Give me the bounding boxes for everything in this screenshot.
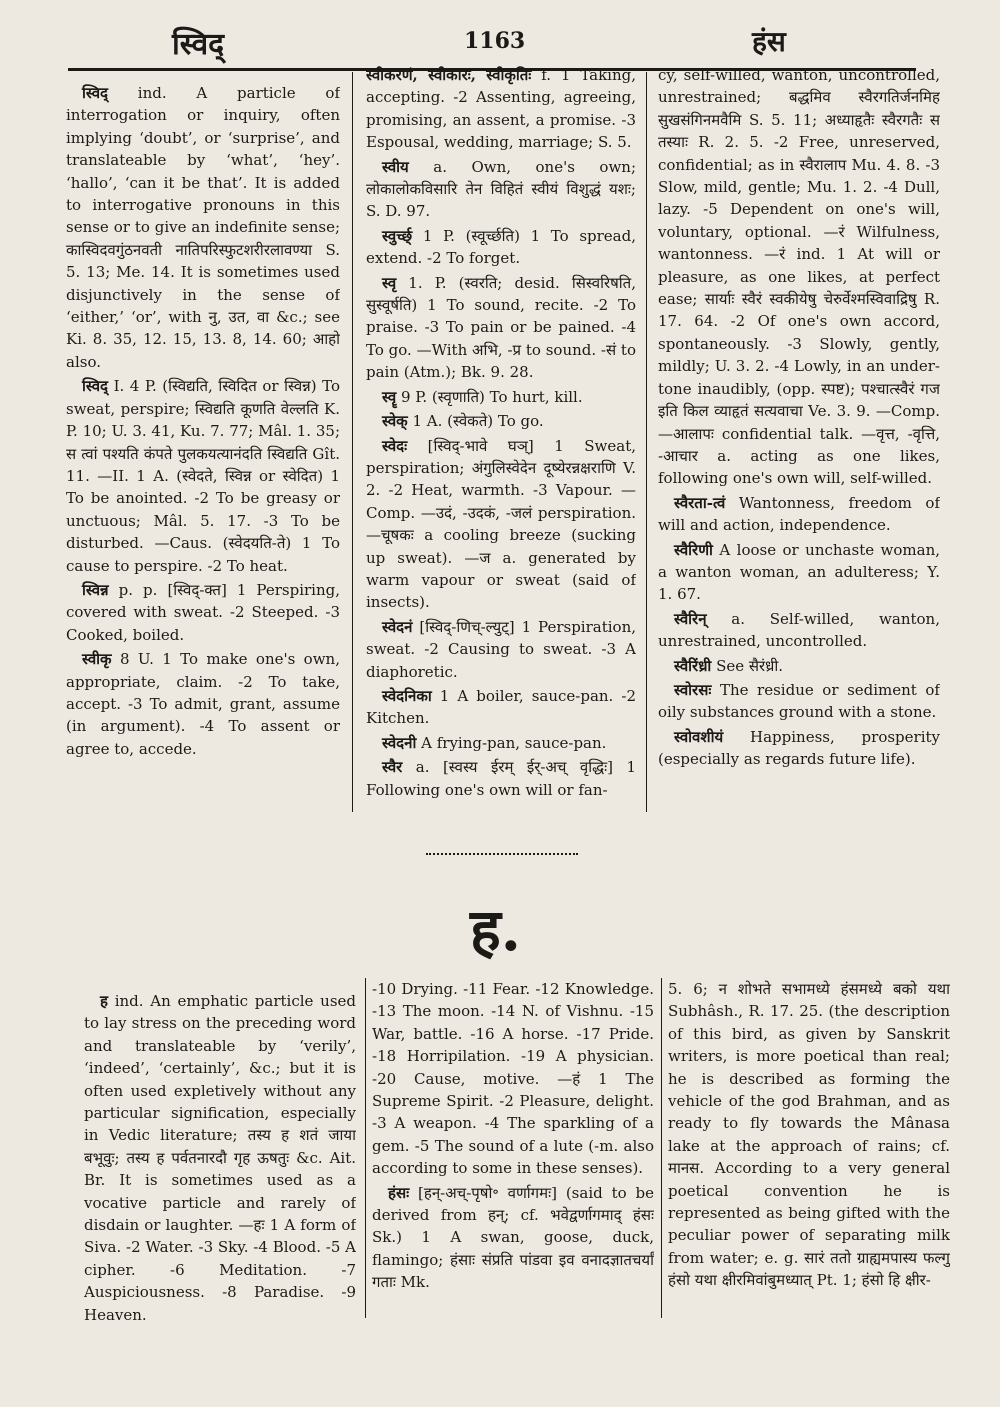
- entry-definition: [स्विद्-णिच्-ल्युट्] 1 Perspiration, sweat. -2 Causing to sweat. -3 A diaphoretic.: [366, 617, 636, 681]
- entry-headword: स्वैर: [382, 758, 403, 777]
- section-ornament: [426, 845, 578, 855]
- entry-headword: स्वोरसः: [674, 680, 712, 699]
- entry-headword: स्वैरिंध्री: [674, 656, 712, 675]
- entry-definition: f. 1 Taking, accepting. -2 Assenting, agreeing, promising, an assent, a promise. -3 Espousal, wedding, marriage; S. 5.: [366, 66, 636, 152]
- entry-definition: See सैरंध्री.: [711, 656, 784, 675]
- entry-headword: स्वीकरणं, स्वीकारः, स्वीकृतिः: [366, 66, 532, 84]
- entry-definition: 8 U. 1 To make one's own, appropriate, claim. -2 To take, accept. -3 To admit, grant, assume (in argument). -4 To assent or agree to, accede.: [66, 650, 340, 758]
- entry-definition: 9 P. (स्वृणाति) To hurt, kill.: [396, 387, 583, 406]
- dictionary-entry: [658, 608, 940, 653]
- entry-headword: स्वेदनं: [382, 617, 413, 636]
- dictionary-entry: [366, 156, 636, 223]
- entry-definition: A frying-pan, sauce-pan.: [416, 733, 607, 752]
- entry-headword: स्वेदः: [382, 436, 408, 455]
- page-number: 1163: [464, 28, 526, 54]
- entry-definition: -10 Drying. -11 Fear. -12 Knowledge. -13 The moon. -14 N. of Vishnu. -15 War, battle. -16 A horse. -17 Pride. -18 Horripilation. -19 A physician. -20 Cause, motive. —हं 1 The Supreme Spirit. -2 Pleasure, delight. -3 A weapon. -4 The sparkling of a gem. -5 The sound of a lute (-m. also according to some in these senses).: [372, 980, 654, 1178]
- dictionary-entry: [366, 756, 636, 801]
- entry-definition: Wantonness, freedom of will and action, independence.: [658, 493, 940, 535]
- entry-definition: 1 A boiler, sauce-pan. -2 Kitchen.: [366, 686, 636, 728]
- entry-definition: A loose or unchaste woman, a wanton woman, an adulteress; Y. 1. 67.: [658, 540, 940, 604]
- dictionary-entry: [658, 726, 940, 771]
- dictionary-entry: [366, 225, 636, 270]
- entry-headword: स्वोवशीयं: [674, 727, 724, 746]
- entry-definition: 1 P. (स्वूर्च्छति) 1 To spread, extend. -2 To forget.: [366, 226, 636, 268]
- entry-definition: ind. A particle of interrogation or inquiry, often implying ‘doubt’, or ‘surprise’, and translateable by ‘what’, ‘hey’. ‘hallo’, ‘can it be that’. It is added to interrogative pronouns in this sense or to give an indefinite sense; कास्विदवगुंठनवती नातिपरिस्फुटशरीरलावण्या S. 5. 13; Me. 14. It is sometimes used disjunctively in the sense of ‘either,’ ‘or’, with नु, उत, वा &c.; see Ki. 8. 35, 12. 15, 13. 8, 14. 60; आहो also.: [66, 84, 340, 371]
- entry-definition: a. [स्वस्य ईरम् ईर्-अच् वृद्धिः] 1 Following one's own will or fan-: [366, 758, 636, 799]
- dictionary-entry: [66, 82, 340, 373]
- entry-headword: ह: [100, 992, 108, 1010]
- entry-headword: स्वॄ: [382, 387, 397, 406]
- entry-definition: cy, self-willed, wanton, uncontrolled, unrestrained; बद्धमिव स्वैरगतिर्जनमिह सुखसंगिनमवैमि S. 5. 11; अध्याहृतैः स्वैरगतैः स तस्याः R. 2. 5. -2 Free, unreserved, confidential; as in स्वैरालाप Mu. 4. 8. -3 Slow, mild, gentle; Mu. 1. 2. -4 Dull, lazy. -5 Dependent on one's will, voluntary, optional. —रं Wilfulness, wantonness. —रं ind. 1 At will or pleasure, as one likes, at perfect ease; सार्याः स्वैरं स्वकीयेषु चेरुर्वेश्मस्विवाद्रिषु R. 17. 64. -2 Of one's own accord, spontaneously. -3 Slowly, gently, mildly; U. 3. 2. -4 Lowly, in an under-tone inaudibly, (opp. स्पष्ट); पश्चात्स्वैरं गज इति किल व्याहृतं सत्यवाचा Ve. 3. 9. —Comp. —आलापः confidential talk. —वृत्त, -वृत्ति, -आचार a. acting as one likes, following one's own will, self-willed.: [658, 66, 940, 488]
- column-divider: [661, 978, 662, 1318]
- top-column-3: [658, 64, 940, 816]
- dictionary-entry: [658, 64, 940, 490]
- bottom-column-2: [372, 978, 654, 1318]
- running-head-right: हंस: [752, 25, 786, 58]
- dictionary-entry: [668, 978, 950, 1292]
- column-divider: [365, 978, 366, 1318]
- entry-headword: स्वेदनिका: [382, 686, 432, 705]
- entry-definition: I. 4 P. (स्विद्यति, स्विदित or स्विन्न) To sweat, perspire; स्विद्यति कूणति वेल्लति K. P. 10; U. 3. 41, Ku. 7. 77; Mâl. 1. 35; स त्वां पश्यति कंपते पुलकयत्यानंदति स्विद्यति Gît. 11. —II. 1 A. (स्वेदते, स्विन्न or स्वेदित) 1 To be anointed. -2 To be greasy or unctuous; Mâl. 5. 17. -3 To be disturbed. —Caus. (स्वेदयति-ते) 1 To cause to perspire. -2 To heat.: [66, 377, 340, 575]
- column-divider: [352, 72, 353, 812]
- entry-definition: p. p. [स्विद्-क्त] 1 Perspiring, covered with sweat. -2 Steeped. -3 Cooked, boiled.: [66, 580, 340, 644]
- entry-definition: a. Self-willed, wanton, unrestrained, uncontrolled.: [658, 609, 940, 651]
- dictionary-entry: [366, 685, 636, 730]
- dictionary-entry: [66, 579, 340, 646]
- entry-definition: 5. 6; न शोभते सभामध्ये हंसमध्ये बको यथा Subhâsh., R. 17. 25. (the description of this bird, as given by Sanskrit writers, is more poetical than real; he is described as forming the vehicle of the god Brahman, and as ready to fly towards the Mânasa lake at the approach of rains; cf. मानस. According to a very general poetical convention he is represented as being gifted with the peculiar power of separating milk from water; e. g. सारं ततो ग्राह्यमपास्य फल्गु हंसो यथा क्षीरमिवांबुमध्यात् Pt. 1; हंसो हि क्षीर-: [668, 980, 950, 1290]
- entry-headword: स्वुर्च्छ्: [382, 226, 413, 245]
- section-letter: ह.: [470, 896, 521, 964]
- entry-headword: स्वेदनी: [382, 733, 417, 752]
- entry-definition: [स्विद्-भावे घञ्] 1 Sweat, perspiration; अंगुलिस्वेदेन दूष्येरन्नक्षराणि V. 2. -2 Heat, warmth. -3 Vapour. —Comp. —उदं, -उदकं, -जलं perspiration. —चूषकः a cooling breeze (sucking up sweat). —ज a. generated by warm vapour or sweat (said of insects).: [366, 436, 636, 612]
- bottom-column-1: [84, 988, 356, 1328]
- dictionary-entry: [366, 410, 636, 432]
- entry-definition: [हन्-अच्-पृषो॰ वर्णागमः] (said to be derived from हन्; cf. भवेद्वर्णागमाद् हंसः Sk.) 1 A swan, goose, duck, flamingo; हंसाः संप्रति पांडवा इव वनादज्ञातचर्यां गताः Mk.: [372, 1183, 654, 1292]
- dictionary-entry: [658, 655, 940, 677]
- running-head-left: स्विद्: [172, 27, 225, 62]
- entry-definition: a. Own, one's own; लोकालोकविसारि तेन विहितं स्वीयं विशुद्धं यशः; S. D. 97.: [366, 157, 636, 221]
- dictionary-entry: [366, 64, 636, 154]
- entry-headword: स्वैरता-त्वं: [674, 493, 726, 512]
- entry-definition: Happiness, prosperity (especially as regards future life).: [658, 727, 940, 769]
- entry-headword: स्वैरिन्: [674, 609, 707, 628]
- entry-definition: The residue or sediment of oily substances ground with a stone.: [658, 680, 940, 722]
- dictionary-entry: [372, 978, 654, 1180]
- entry-headword: स्वेक्: [382, 412, 408, 431]
- top-column-1: [66, 80, 340, 840]
- bottom-column-3: [668, 978, 950, 1318]
- entry-headword: स्वैरिणी: [674, 540, 713, 559]
- dictionary-entry: [658, 679, 940, 724]
- dictionary-entry: [658, 492, 940, 537]
- dictionary-entry: [658, 539, 940, 606]
- entry-headword: स्विद्: [82, 84, 109, 102]
- entry-headword: स्वृ: [382, 273, 397, 292]
- entry-headword: स्विन्न: [82, 580, 109, 599]
- dictionary-entry: [366, 386, 636, 408]
- entry-headword: स्वीकृ: [82, 650, 112, 669]
- dictionary-entry: [366, 272, 636, 384]
- column-divider: [646, 72, 647, 812]
- dictionary-entry: [372, 1182, 654, 1294]
- dictionary-entry: [84, 990, 356, 1326]
- entry-headword: हंसः: [388, 1183, 410, 1202]
- entry-definition: 1 A. (स्वेकते) To go.: [407, 412, 544, 431]
- entry-definition: ind. An emphatic particle used to lay stress on the preceding word and translateable by ‘verily’, ‘indeed’, ‘certainly’, &c.; but it is often used expletively without any particular signification, especially in Vedic literature; तस्य ह शतं जाया बभूवुः; तस्य ह पर्वतनारदौ गृह ऊषतुः &c. Ait. Br. It is sometimes used as a vocative particle and rarely of disdain or laughter. —हः 1 A form of Siva. -2 Water. -3 Sky. -4 Blood. -5 A cipher. -6 Meditation. -7 Auspiciousness. -8 Paradise. -9 Heaven.: [84, 992, 356, 1324]
- entry-definition: 1. P. (स्वरति; desid. सिस्वरिषति, सुस्वूर्षति) 1 To sound, recite. -2 To praise. -3 To pain or be pained. -4 To go. —With अभि, -प्र to sound. -सं to pain (Atm.); Bk. 9. 28.: [366, 273, 636, 382]
- entry-headword: स्विद्: [82, 377, 109, 396]
- dictionary-entry: [366, 616, 636, 683]
- dictionary-entry: [66, 375, 340, 577]
- top-column-2: [366, 64, 636, 816]
- dictionary-entry: [66, 648, 340, 760]
- entry-headword: स्वीय: [382, 157, 409, 176]
- dictionary-entry: [366, 732, 636, 754]
- dictionary-entry: [366, 435, 636, 614]
